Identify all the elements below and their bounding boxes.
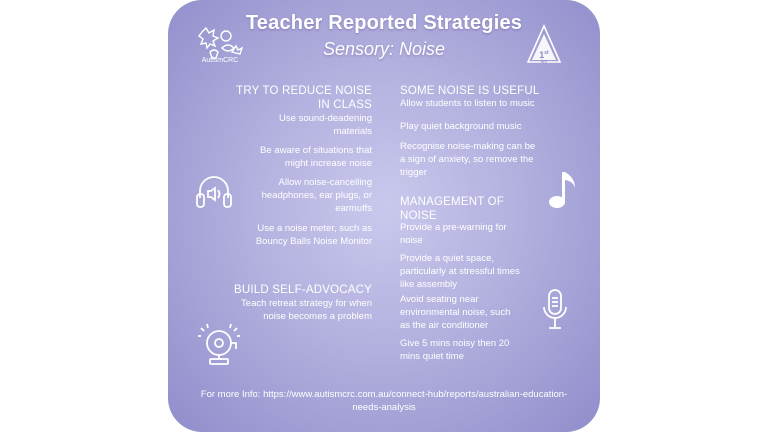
useful-noise-heading: SOME NOISE IS USEFUL bbox=[400, 85, 540, 97]
management-heading: MANAGEMENT OF NOISE bbox=[400, 196, 504, 222]
management-item-3: Avoid seating near environmental noise, such as the air conditioner bbox=[400, 294, 511, 331]
music-note-icon bbox=[546, 168, 580, 212]
reduce-item-4: Use a noise meter, such as Bouncy Balls Noise Monitor bbox=[255, 223, 372, 247]
logo-text: AutismCRC bbox=[201, 57, 239, 64]
useful-item-2: Play quiet background music bbox=[400, 121, 522, 132]
advocacy-item-1: Teach retreat strategy for when noise becomes a problem bbox=[241, 298, 372, 322]
tier-number: 1st bbox=[539, 50, 549, 60]
tier-word: tier bbox=[540, 59, 548, 65]
reduce-item-1: Use sound-deadening materials bbox=[279, 113, 372, 137]
management-item-1: Provide a pre-warning for noise bbox=[400, 222, 507, 246]
page-subtitle: Sensory: Noise bbox=[322, 39, 446, 59]
reduce-item-3: Allow noise-cancelling headphones, ear plugs, or earmuffs bbox=[261, 177, 372, 214]
page-title: Teacher Reported Strategies bbox=[245, 12, 523, 34]
microphone-icon bbox=[540, 287, 570, 331]
management-item-4: Give 5 mins noisy then 20 mins quiet time bbox=[400, 338, 510, 362]
headphones-icon bbox=[194, 172, 234, 210]
more-info-footer[interactable]: For more Info: https://www.autismcrc.com.au/connect-hub/reports/australian-education- needs-analysis bbox=[200, 389, 568, 413]
alarm-bell-icon bbox=[198, 323, 240, 367]
useful-item-1: Allow students to listen to music bbox=[400, 98, 535, 109]
strategy-card bbox=[168, 0, 600, 432]
useful-item-3: Recognise noise-making can be a sign of anxiety, so remove the trigger bbox=[400, 141, 536, 178]
reduce-noise-heading: TRY TO REDUCE NOISE IN CLASS bbox=[236, 85, 372, 111]
management-item-2: Provide a quiet space, particularly at stressful times like assembly bbox=[400, 253, 520, 290]
reduce-item-2: Be aware of situations that might increase noise bbox=[260, 145, 372, 169]
self-advocacy-heading: BUILD SELF-ADVOCACY bbox=[234, 284, 372, 296]
